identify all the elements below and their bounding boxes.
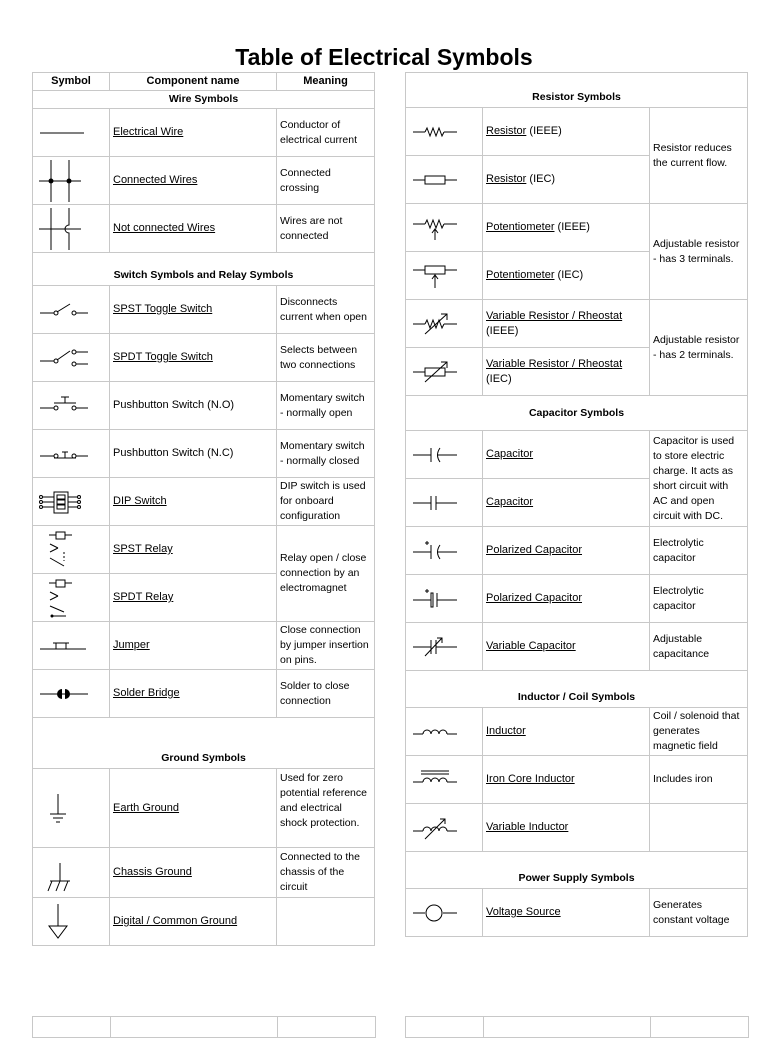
section-inductor: Inductor / Coil Symbols: [406, 671, 748, 708]
component-variable-capacitor[interactable]: Variable Capacitor: [483, 623, 650, 671]
meaning: Connected crossing: [277, 157, 375, 205]
table-row: [33, 205, 375, 253]
meaning: Connected to the chassis of the circuit: [277, 848, 375, 898]
earth-ground-icon: [33, 769, 110, 848]
jumper-icon: [33, 622, 110, 670]
meaning: [277, 898, 375, 946]
component-resistor-ieee[interactable]: Resistor (IEEE): [483, 108, 650, 156]
component-spdt-toggle-switch[interactable]: SPDT Toggle Switch: [110, 334, 277, 382]
meaning: Close connection by jumper insertion on pins.: [277, 622, 375, 670]
capacitor-icon: [406, 479, 483, 527]
section-resistor: Resistor Symbols: [406, 73, 748, 108]
table-row: [33, 478, 375, 526]
component-iron-core-inductor[interactable]: Iron Core Inductor: [483, 756, 650, 804]
polarized-capacitor-icon: [406, 575, 483, 623]
meaning-capacitor: Capacitor is used to store electric charge. It acts as short circuit with AC and open circuit with DC.: [650, 431, 748, 527]
spst-relay-icon: [33, 526, 110, 574]
component-spdt-relay[interactable]: SPDT Relay: [110, 574, 277, 622]
pushbutton-nc-icon: [33, 430, 110, 478]
table-row: [33, 670, 375, 718]
header-meaning: Meaning: [277, 73, 375, 91]
table-row: [33, 526, 375, 574]
table-row: [406, 756, 748, 804]
variable-resistor-iec-icon: [406, 348, 483, 396]
spst-toggle-switch-icon: [33, 286, 110, 334]
component-potentiometer-iec[interactable]: Potentiometer (IEC): [483, 252, 650, 300]
meaning-variable-resistor: Adjustable resistor - has 2 terminals.: [650, 300, 748, 396]
table-row: [406, 575, 748, 623]
meaning-potentiometer: Adjustable resistor - has 3 terminals.: [650, 204, 748, 300]
polarized-capacitor-curved-icon: [406, 527, 483, 575]
meaning: Selects between two connections: [277, 334, 375, 382]
meaning: DIP switch is used for onboard configuration: [277, 478, 375, 526]
component-chassis-ground[interactable]: Chassis Ground: [110, 848, 277, 898]
table-row: [33, 157, 375, 205]
component-pushbutton-no[interactable]: Pushbutton Switch (N.O): [110, 382, 277, 430]
chassis-ground-icon: [33, 848, 110, 898]
inductor-icon: [406, 708, 483, 756]
meaning: Generates constant voltage: [650, 889, 748, 937]
table-row: [406, 527, 748, 575]
component-voltage-source[interactable]: Voltage Source: [483, 889, 650, 937]
section-switch: Switch Symbols and Relay Symbols: [33, 253, 375, 286]
variable-inductor-icon: [406, 804, 483, 852]
dip-switch-icon: [33, 478, 110, 526]
header-row: [33, 73, 375, 91]
component-spst-toggle-switch[interactable]: SPST Toggle Switch: [110, 286, 277, 334]
variable-resistor-ieee-icon: [406, 300, 483, 348]
table-row: [33, 286, 375, 334]
meaning: Coil / solenoid that generates magnetic field: [650, 708, 748, 756]
meaning: Electrolytic capacitor: [650, 575, 748, 623]
section-power: Power Supply Symbols: [406, 852, 748, 889]
component-pushbutton-nc[interactable]: Pushbutton Switch (N.C): [110, 430, 277, 478]
table-row: [33, 769, 375, 848]
component-resistor-iec[interactable]: Resistor (IEC): [483, 156, 650, 204]
potentiometer-iec-icon: [406, 252, 483, 300]
meaning: Disconnects current when open: [277, 286, 375, 334]
table-row: [406, 300, 748, 348]
component-potentiometer-ieee[interactable]: Potentiometer (IEEE): [483, 204, 650, 252]
meaning-relay: Relay open / close connection by an electromagnet: [277, 526, 375, 622]
resistor-iec-icon: [406, 156, 483, 204]
page-title: Table of Electrical Symbols: [235, 44, 533, 70]
component-earth-ground[interactable]: Earth Ground: [110, 769, 277, 848]
header-component: Component name: [110, 73, 277, 91]
meaning: Electrolytic capacitor: [650, 527, 748, 575]
table-row: [33, 898, 375, 946]
component-variable-inductor[interactable]: Variable Inductor: [483, 804, 650, 852]
table-row: [406, 431, 748, 479]
component-electrical-wire[interactable]: Electrical Wire: [110, 109, 277, 157]
table-row: [33, 334, 375, 382]
left-symbol-table: [32, 72, 375, 946]
meaning: Solder to close connection: [277, 670, 375, 718]
meaning-resistor: Resistor reduces the current flow.: [650, 108, 748, 204]
digital-ground-icon: [33, 898, 110, 946]
not-connected-wires-icon: [33, 205, 110, 253]
table-row: [33, 430, 375, 478]
table-row: [33, 848, 375, 898]
solder-bridge-icon: [33, 670, 110, 718]
meaning: Used for zero potential reference and electrical shock protection.: [277, 769, 375, 848]
meaning: Includes iron: [650, 756, 748, 804]
component-inductor[interactable]: Inductor: [483, 708, 650, 756]
meaning: Adjustable capacitance: [650, 623, 748, 671]
component-not-connected-wires[interactable]: Not connected Wires: [110, 205, 277, 253]
spdt-toggle-switch-icon: [33, 334, 110, 382]
component-solder-bridge[interactable]: Solder Bridge: [110, 670, 277, 718]
meaning: [650, 804, 748, 852]
pushbutton-no-icon: [33, 382, 110, 430]
component-variable-resistor-ieee[interactable]: Variable Resistor / Rheostat (IEEE): [483, 300, 650, 348]
table-row: [406, 889, 748, 937]
section-wire: Wire Symbols: [33, 91, 375, 109]
electrical-wire-icon: [33, 109, 110, 157]
next-page-left-table: [32, 1016, 376, 1038]
spdt-relay-icon: [33, 574, 110, 622]
voltage-source-icon: [406, 889, 483, 937]
capacitor-curved-icon: [406, 431, 483, 479]
header-symbol: Symbol: [33, 73, 110, 91]
table-row: [406, 204, 748, 252]
table-row: [406, 804, 748, 852]
table-row: [406, 108, 748, 156]
meaning: Momentary switch - normally closed: [277, 430, 375, 478]
section-capacitor: Capacitor Symbols: [406, 396, 748, 431]
table-row: [33, 109, 375, 157]
component-jumper[interactable]: Jumper: [110, 622, 277, 670]
potentiometer-ieee-icon: [406, 204, 483, 252]
component-dip-switch[interactable]: DIP Switch: [110, 478, 277, 526]
connected-wires-icon: [33, 157, 110, 205]
component-polarized-capacitor-2[interactable]: Polarized Capacitor: [483, 575, 650, 623]
meaning: Conductor of electrical current: [277, 109, 375, 157]
resistor-ieee-icon: [406, 108, 483, 156]
right-symbol-table: [405, 72, 748, 937]
iron-core-inductor-icon: [406, 756, 483, 804]
component-spst-relay[interactable]: SPST Relay: [110, 526, 277, 574]
variable-capacitor-icon: [406, 623, 483, 671]
meaning: Wires are not connected: [277, 205, 375, 253]
table-row: [33, 382, 375, 430]
component-digital-ground[interactable]: Digital / Common Ground: [110, 898, 277, 946]
component-capacitor-2[interactable]: Capacitor: [483, 479, 650, 527]
component-variable-resistor-iec[interactable]: Variable Resistor / Rheostat (IEC): [483, 348, 650, 396]
component-connected-wires[interactable]: Connected Wires: [110, 157, 277, 205]
table-row: [33, 622, 375, 670]
table-row: [406, 708, 748, 756]
next-page-right-table: [405, 1016, 749, 1038]
component-capacitor-1[interactable]: Capacitor: [483, 431, 650, 479]
section-ground: Ground Symbols: [33, 718, 375, 769]
table-row: [406, 623, 748, 671]
meaning: Momentary switch - normally open: [277, 382, 375, 430]
component-polarized-capacitor-1[interactable]: Polarized Capacitor: [483, 527, 650, 575]
